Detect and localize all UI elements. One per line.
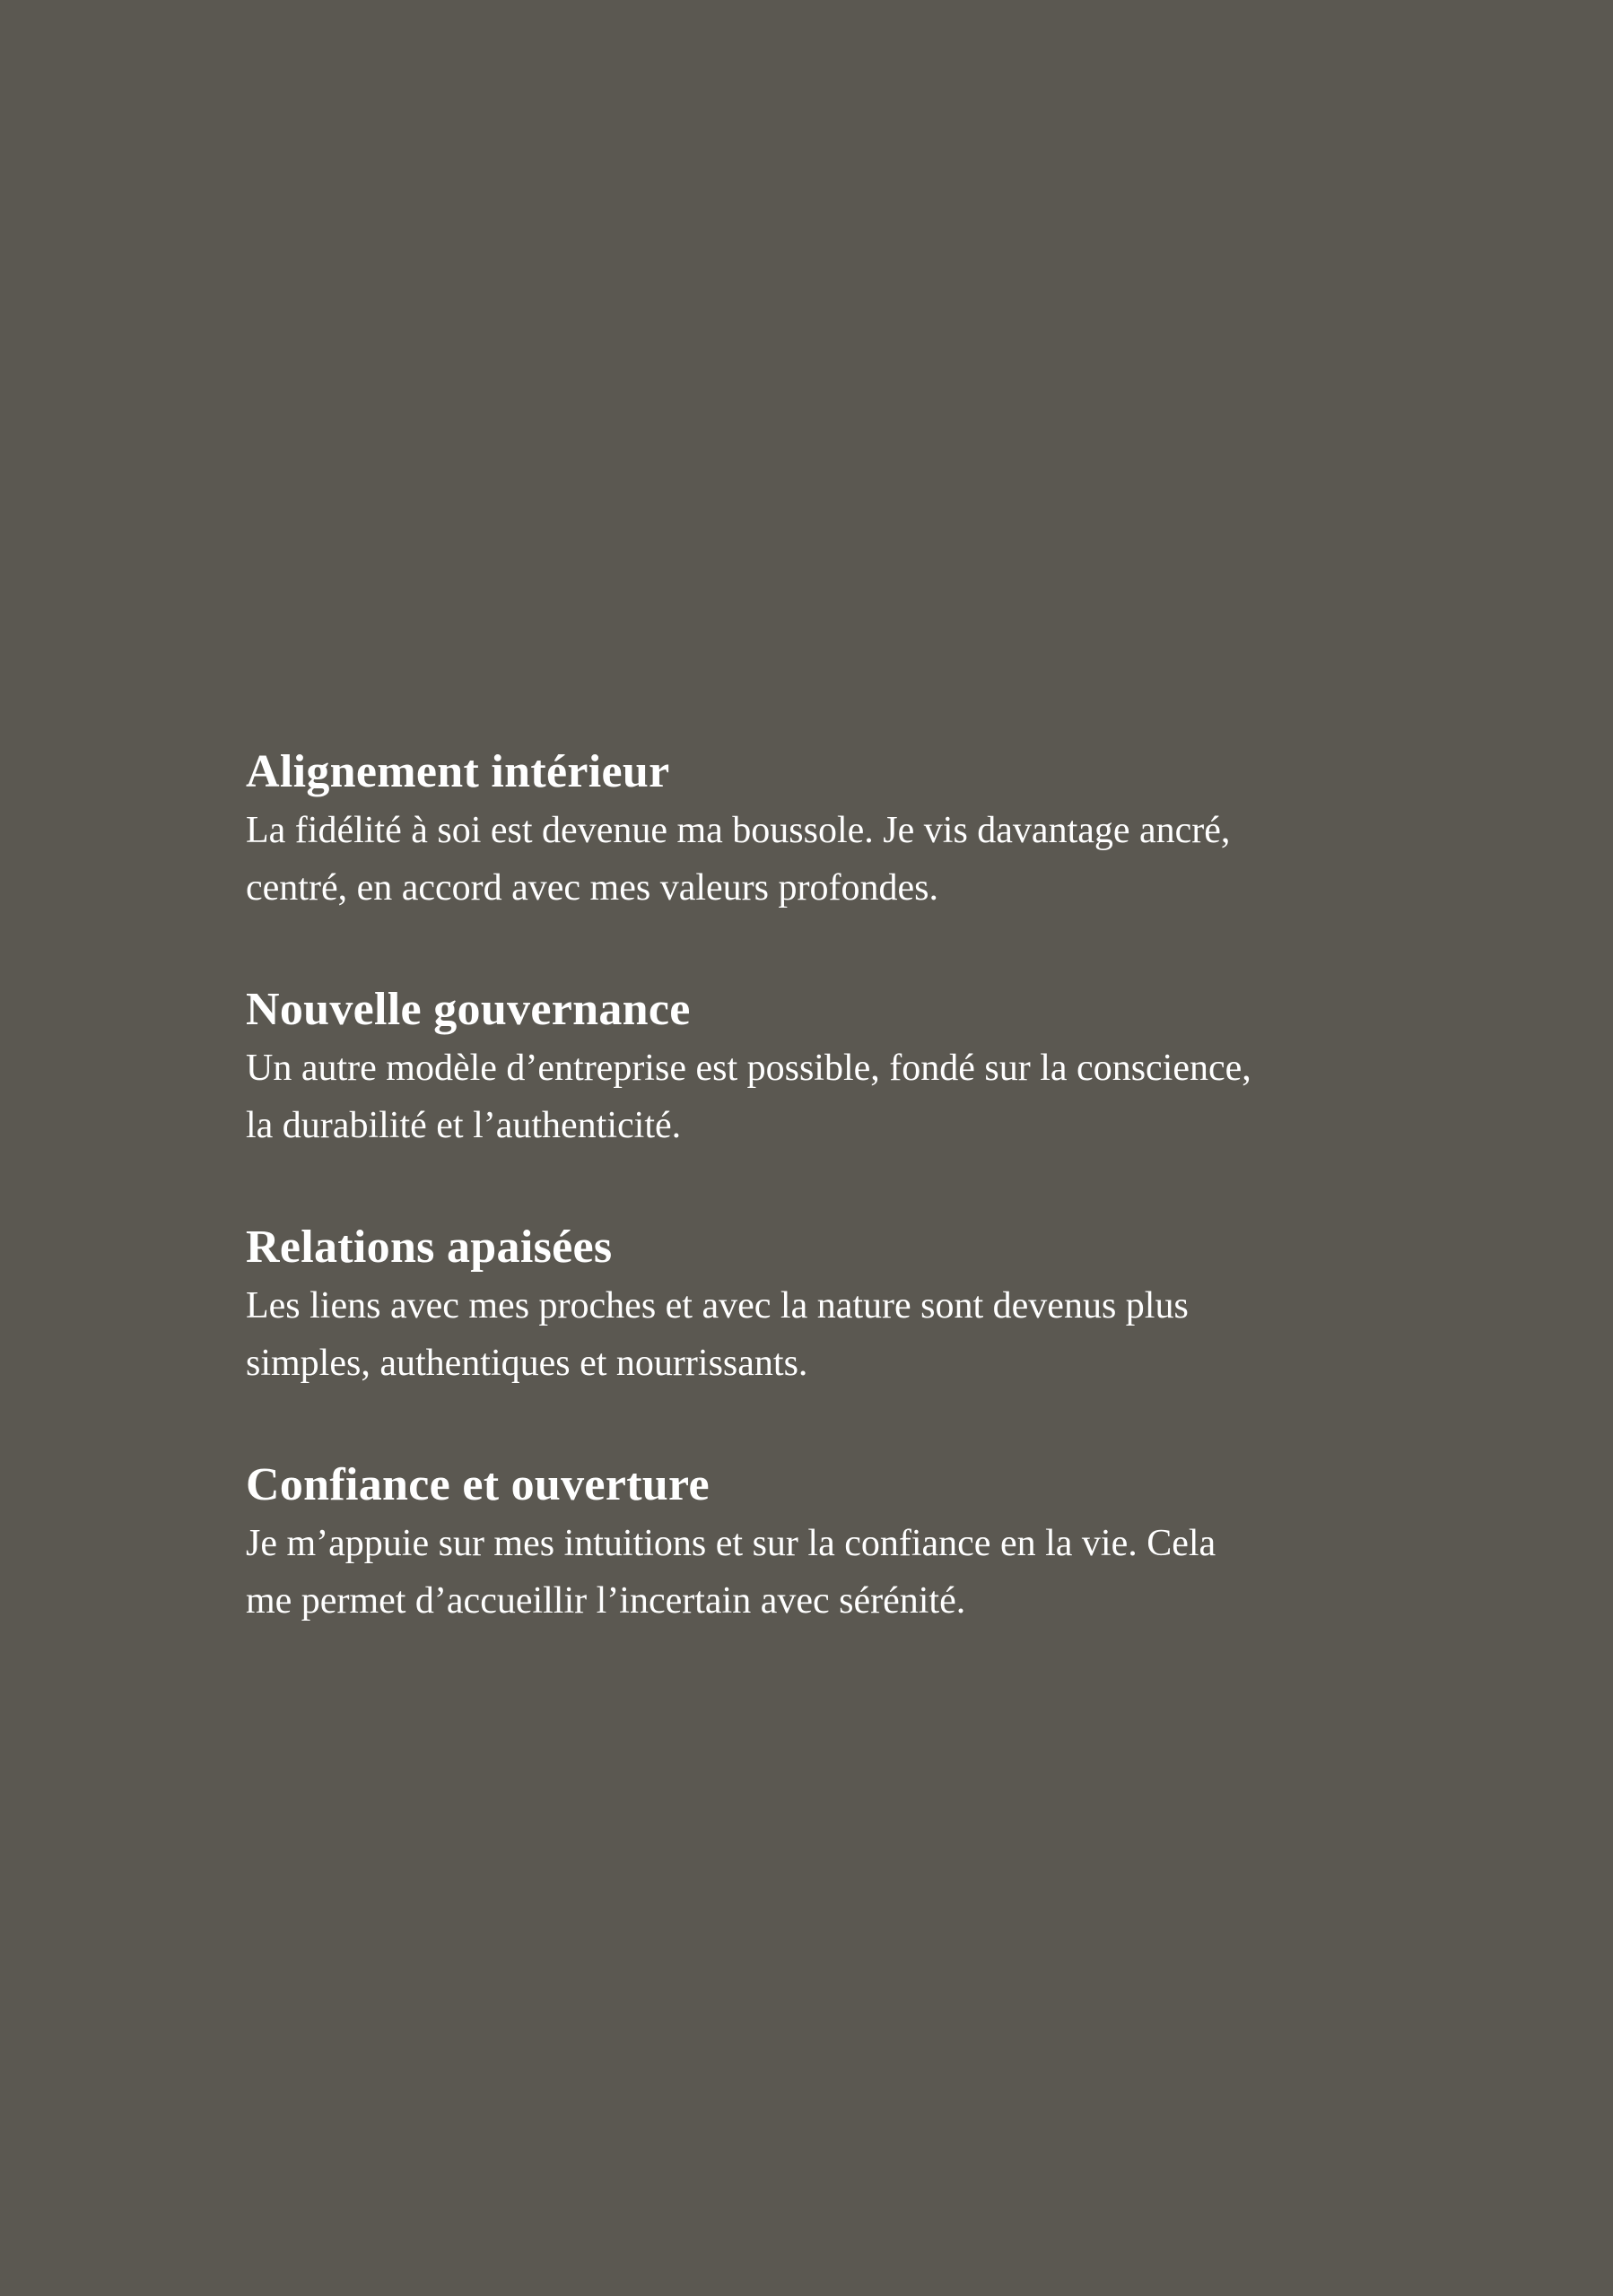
section-title: Confiance et ouverture bbox=[246, 1459, 710, 1510]
section-body: Un autre modèle d’entreprise est possible, fondé sur la conscience, la durabilité et l’authenticité. bbox=[246, 1048, 1251, 1146]
section-body: Je m’appuie sur mes intuitions et sur la confiance en la vie. Cela me permet d’accueillir l’incertain avec sérénité. bbox=[246, 1523, 1216, 1622]
section-confiance-et-ouverture bbox=[246, 1456, 1412, 1630]
section-body: La fidélité à soi est devenue ma boussole. Je vis davantage ancré, centré, en accord avec mes valeurs profondes. bbox=[246, 810, 1231, 909]
section-alignement-interieur bbox=[246, 743, 1412, 917]
section-title: Alignement intérieur bbox=[246, 746, 670, 797]
section-relations-apaisees bbox=[246, 1218, 1412, 1392]
section-body: Les liens avec mes proches et avec la nature sont devenus plus simples, authentiques et nourrissants. bbox=[246, 1285, 1189, 1384]
content-column bbox=[246, 743, 1412, 1630]
section-nouvelle-gouvernance bbox=[246, 980, 1412, 1154]
section-title: Relations apaisées bbox=[246, 1222, 613, 1273]
section-title: Nouvelle gouvernance bbox=[246, 984, 691, 1035]
